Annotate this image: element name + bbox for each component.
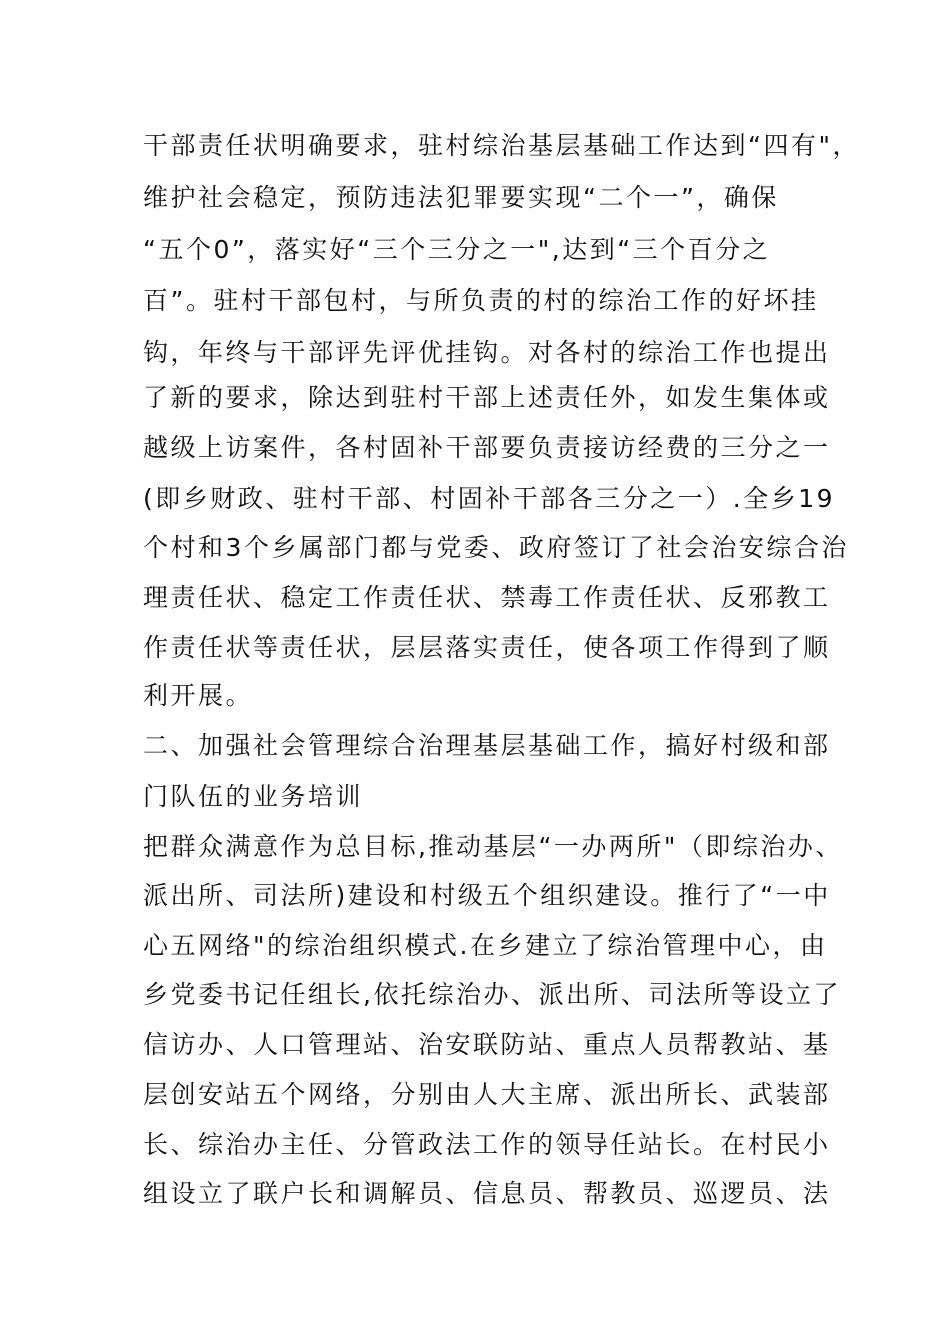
text-line: 百”。驻村干部包村，与所负责的村的综治工作的好坏挂 [143,286,819,315]
text-line: (即乡财政、驻村干部、村固补干部各三分之一）.全乡19 [143,484,836,513]
text-line: 乡党委书记任组长,依托综治办、派出所、司法所等设立了 [143,980,841,1009]
text-line: 层创安站五个网络，分别由人大主席、派出所长、武装部 [143,1080,831,1109]
text-line: 组设立了联户长和调解员、信息员、帮教员、巡逻员、法 [143,1179,831,1208]
text-line: 了新的要求，除达到驻村干部上述责任外，如发生集体或 [143,383,831,412]
text-line: 钩，年终与干部评先评优挂钩。对各村的综治工作也提出 [143,338,831,367]
text-line: 理责任状、稳定工作责任状、禁毒工作责任状、反邪教工 [143,583,831,612]
text-line: 把群众满意作为总目标,推动基层“一办两所"（即综治办、 [143,832,843,861]
text-line: 派出所、司法所)建设和村级五个组织建设。推行了“一中 [143,881,831,910]
text-line: 心五网络"的综治组织模式.在乡建立了综治管理中心，由 [143,931,828,960]
text-line: 干部责任状明确要求，驻村综治基层基础工作达到“四有"， [143,131,860,160]
text-line: 信访办、人口管理站、治安联防站、重点人员帮教站、基 [143,1030,831,1059]
text-line: 越级上访案件，各村固补干部要负责接访经费的三分之一 [143,433,831,462]
section-heading: 门队伍的业务培训 [143,782,364,811]
section-heading: 二、加强社会管理综合治理基层基础工作，搞好村级和部 [143,731,831,760]
text-line: 利开展。 [143,681,254,710]
text-line: “五个0”，落实好“三个三分之一",达到“三个百分之 [143,235,771,264]
text-line: 长、综治办主任、分管政法工作的领导任站长。在村民小 [143,1130,831,1159]
text-line: 个村和3个乡属部门都与党委、政府签订了社会治安综合治 [143,533,849,562]
text-line: 维护社会稳定，预防违法犯罪要实现“二个一”，确保 [143,183,779,212]
text-line: 作责任状等责任状，层层落实责任，使各项工作得到了顺 [143,633,831,662]
